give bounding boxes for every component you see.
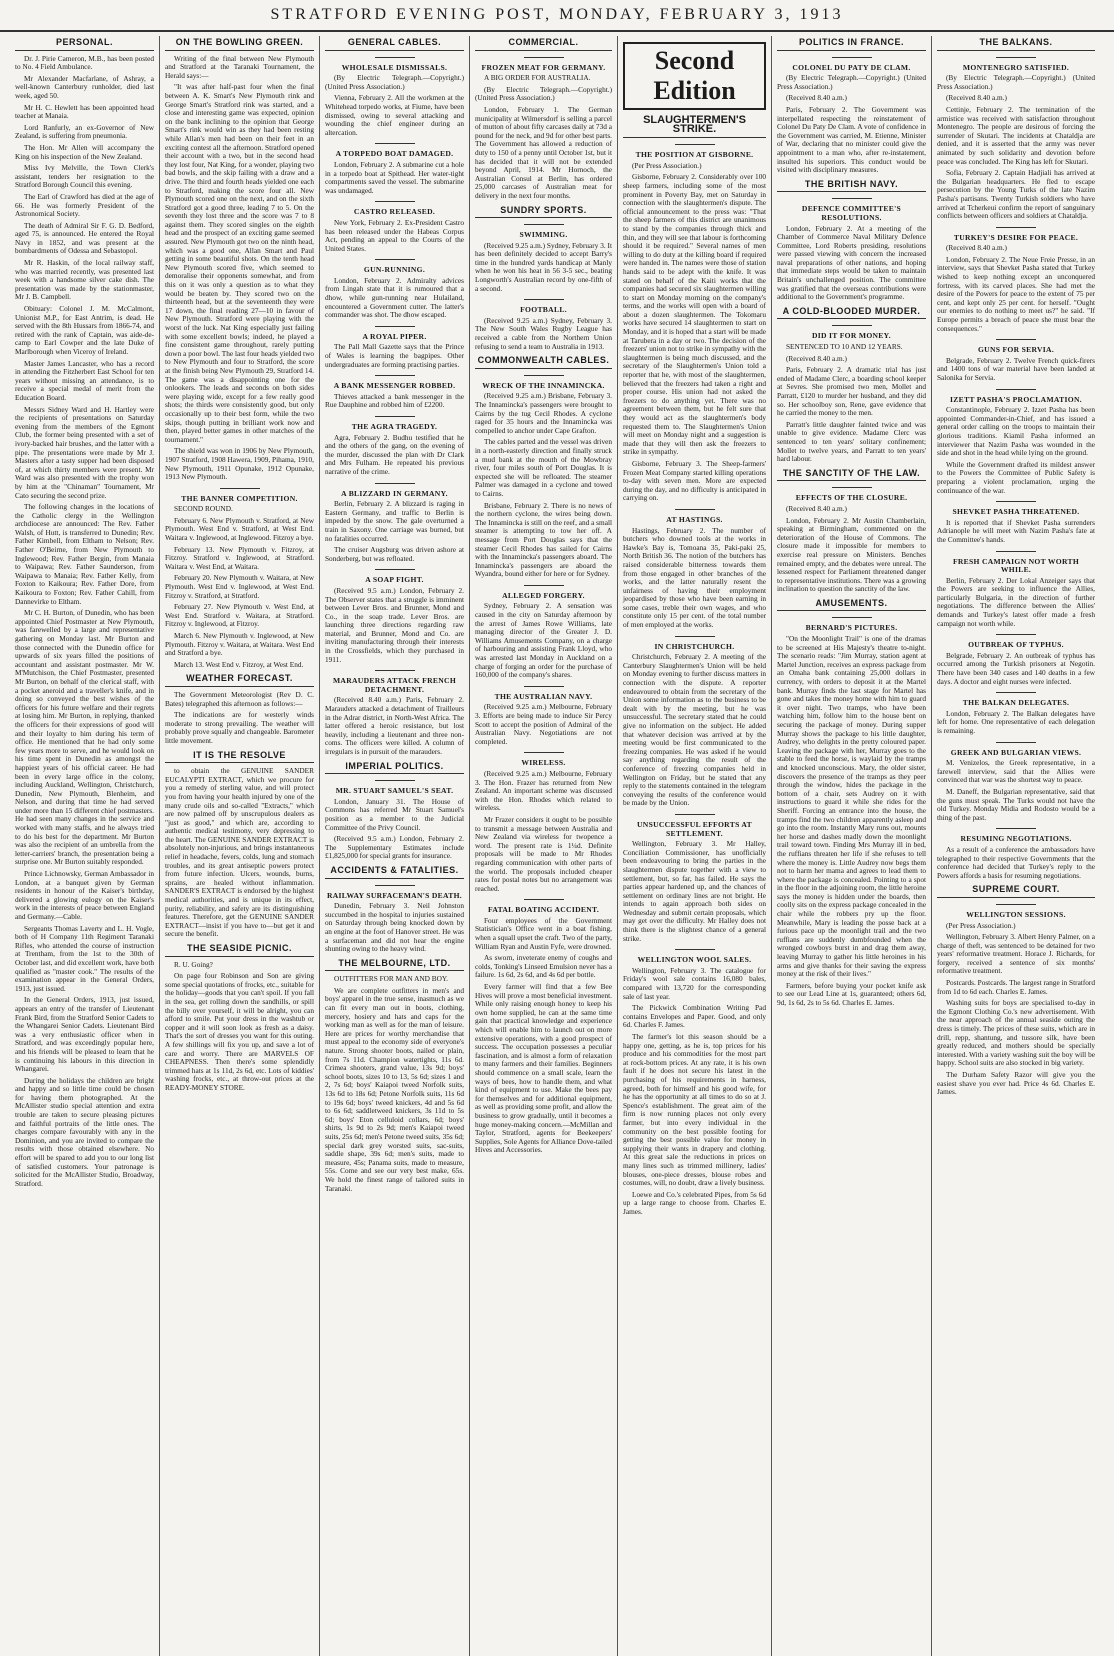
article-paragraph: (Received 8.40 a.m.) [946, 243, 1007, 253]
article-paragraph: Washing suits for boys are specialised to-day in the Egmont Clothing Co.'s new advertisement. With the near approach of the annual seaside outing the dress is timely. The prices of these suits, which are in drill, repp, shantung, and tussore silk, have been greatly reduced, and mothers should be specially interested. With a variety washing suit the boy will be happy. School suits are also stocked in big variety. [937, 998, 1095, 1068]
divider [375, 780, 415, 781]
article-headline: A SOAP FIGHT. [365, 575, 424, 585]
divider [220, 488, 260, 489]
article-paragraph: London, January 31. The House of Commons has referred Mr Stuart Samuel's position as a member to the Judicial Committee of the Privy Council. [325, 796, 464, 832]
article-paragraph: (Received 8.40 a.m.) [786, 503, 847, 513]
divider [375, 375, 415, 376]
article-headline: GUNS FOR SERVIA. [977, 345, 1055, 355]
divider [675, 949, 715, 950]
article-headline: MR. STUART SAMUEL'S SEAT. [335, 786, 454, 796]
article-paragraph: (By Electric Telegraph.—Copyright.) (United Press Association.) [325, 73, 464, 91]
article-paragraph: Sofia, February 2. Captain Hadjiali has arrived at the Bulgarian headquarters. He fled to escape persecution by the Young Turks of the late Nazim Pasha's partisans. Twenty Turkish soldiers who have arrived at Tcherkeui confirm the report of sanguinary conflicts between officers and soldiers at Chataldja. [937, 168, 1095, 221]
article-paragraph: London, February 2. Admiralty advices from Lingah state that it is rumoured that a dhow, while gun-running near Hulailand, encountered a Government cutter. The latter's commander was shot. The dhow escaped. [325, 275, 464, 320]
article-paragraph: London, February 2. Mr Austin Chamberlain, speaking at Birmingham, commented on the deterioration of the House of Commons. The closure made it impossible for members to exercise real pressure on Ministers. Benches remained empty, and the debates were unreal. The lessened respect for Parliament threatened danger to representative institutions. There was a growing inclination to question the sanctity of the law. [777, 515, 926, 594]
article-paragraph: R. U. Going? [174, 959, 213, 969]
article-headline: WIRELESS. [521, 758, 566, 768]
article-paragraph: Mr C. H. Burton, of Dunedin, who has been appointed Chief Postmaster at New Plymouth, was farewelled by a large and representative gathering on Monday last. Mr Burton and those connected with the Dunedin office for upwards of six years filled the positions of accountant and assistant postmaster. Mr W. M'Mutchison, the Chief Postmaster, presented Mr Burton, on behalf of the clerical staff, with a pocket aneroid and a traveller's knife, and in doing so conveyed the best wishes of the officers for his future welfare and their regrets at losing him. Mr Burton, in replying, thanked the officers for their expressions of good will and their loyalty to him during his term of office. He mentioned that he had only some few years more to serve, and he would look on his time spent in Dunedin as amongst the happiest years of his official career. He had been in every large office in the colony, including Auckland, Wellington, Christchurch, Dunedin, New Plymouth, Blenheim, and Nelson, and during that time he had served under more than 15 different chief postmasters. He had seen many changes in the service and worked with many staffs, and he always tried to do his best for the department. Mr Burton was also the recipient of an umbrella from the letter-carriers' branch, the presentation being a surprise one. Mr Burton suitably responded. [15, 608, 154, 867]
article-paragraph: (By Electric Telegraph.—Copyright.) (United Press Association.) [777, 73, 926, 91]
article-headline: WHOLESALE DISMISSALS. [341, 62, 448, 72]
article-paragraph: Parratt's little daughter fainted twice and was unable to give evidence. Madame Clerc was sentenced to ten years' solitary confinement; Mollet to twelve years, and Parratt to ten years' hard labour. [777, 419, 926, 464]
article-paragraph: Gisborne, February 2. Considerably over 100 sheep farmers, including some of the most prominent in Poverty Bay, met on Saturday in connection with the slaughtermen's dispute. The official announcement to the press was: "That the sheep farmers of this district are unanimous to stand by the companies through thick and thin, and they will see that labour is forthcoming should it be required." Several names of men willing to do duty at the killing board if required were handed in. The names were those of station hands said to be adept with the knife. It was stated on behalf of the Kaiti works that the companies had secured six slaughtermen willing to start on Monday morning on the company's terms, and the works will open with a board of about a dozen slaughtermen. The Tokomaru works have secured 14 slaughtermen to start on Monday, and it is hoped that a start will be made at Tarubera in a day or two. The decision of the freezers' union not to strike in sympathy with the slaughtermen is being much discussed, and the secretary of the Slaughtermen's Union told a reporter that he, with most of the slaughtermen, believed that the freezers had taken a right and proper course. His union had not asked the freezers to do anything yet. There was no agreement between them, but he felt sure that they would act as the slaughtermen's body requested them to. The Slaughtermen's Union will meet on Monday night and a suggestion is made that they will then ask the freezers to strike in sympathy. [623, 172, 766, 457]
article-paragraph: Hastings, February 2. The number of butchers who downed tools at the works in Hawke's Bay is, Tomoana 35, Paki-paki 25, North British 36. The notion of the butchers has raised considerable bitterness towards them from those engaged in other branches of the works, and the latter naturally resent the unfairness of having their employment jeopardised by those who have been earning in some cases, treble their own wages, and who constitute only 15 per cent. of the total number of men employed at the works. [623, 525, 766, 630]
divider [524, 57, 564, 58]
article-paragraph: Gisborne, February 3. The Sheep-farmers' Frozen Meat Company started killing operations to-day with seven men. More are expected during the day, and no difficulty is anticipated in carrying on. [623, 458, 766, 503]
article-paragraph: The cruiser Augsburg was driven ashore at Sonderberg, but was refloated. [325, 545, 464, 563]
divider [375, 143, 415, 144]
article-headline: BERNARD'S PICTURES. [805, 623, 898, 633]
article-paragraph: As sworn, inveterate enemy of coughs and colds, Tonking's Linseed Emulsion never has a failure. 1s 6d, 2s 6d, and 4s 6d per bottle. [475, 953, 612, 980]
article-paragraph: The farmer's lot this season should be a happy one, getting, as he is, top prices for his produce and his commodities for the most part at rock-bottom prices. At any rate, it is his own fault if he does not secure his latest in the purchasing of his requirements in harness, agreed, both for himself and his good wife, for he has the opportunity at all times to do so at J. Spence's establishment. The great aim of the firm is now running places not only every farmer, but into every individual in the community on the best possible footing for getting the best possible value for money in supplying their wants in drapery and clothing. At this great sale the reductions in prices on many lines such as trimmed millinery, ladies' blouses, one-piece dresses, blouse robes and costumes, will, no doubt, draw a lively business. [623, 1032, 766, 1188]
article-headline: TURKEY'S DESIRE FOR PEACE. [953, 232, 1079, 242]
article-paragraph: The Government Meteorologist (Rev D. C. Bates) telegraphed this afternoon as follows:— [165, 689, 314, 708]
article-paragraph: Dr. J. Pirie Cameron, M.B., has been posted to No. 4 Field Ambulance. [15, 53, 154, 72]
article-paragraph: February 27. New Plymouth v. West End, at West End. Stratford v. Waitara, at Stratford. Fitzroy v. Inglewood, at Fitzroy. [165, 602, 314, 629]
edition-banner: Second Edition [623, 42, 766, 110]
article-headline: FATAL BOATING ACCIDENT. [487, 905, 600, 915]
section-heading: THE SEASIDE PICNIC. [165, 942, 314, 957]
article-paragraph: (Received 8.40 a.m.) [946, 93, 1007, 103]
article-paragraph: London, February 1. The German municipality at Wilmersdorf is selling a parcel of mutton of about fifty carcases daily at 73d a pound for the neck, and 9d for other best parts. The Government has allowed a reduction of duty to 150 of a penny until October 1st, but it has decided that it will not be extended beyond April, 1914. Mr Hornoch, the Australian Consul at Berlin, has ordered 25,000 carcases of Australian meat for delivery in the next four months. [475, 104, 612, 200]
deck-heading: SLAUGHTERMEN'S STRIKE. [623, 114, 766, 138]
article-paragraph: On page four Robinson and Son are giving some special quotations of frocks, etc., suitable for the holiday—goods that you can't spoil. If you fall in the sea, get rolling down the sandhills, or spill the billy over yourself, it will be alright, you can afford to smile. Put your dress in the washtub or copper and it will soon look as fresh as a daisy. That's the sort of dresses you want for this outing. A few shillings will fix you up, and save a lot of care and worry. There are MARVELS OF CHEAPNESS. Then there's some splendidly trimmed hats at 1s 11d, 2s 6d, etc. Lots of kiddies' washing frocks, etc., at throw-out prices at the READY-MONEY STORE. [165, 971, 314, 1092]
article-headline: RESUMING NEGOTIATIONS. [960, 834, 1072, 844]
section-heading: THE BRITISH NAVY. [777, 178, 926, 193]
article-paragraph: Mr R. Haskin, of the local railway staff, who was married recently, was presented last week with a handsome silver cake dish. The presentation was made by the stationmaster, Mr J. B. Campbell. [15, 258, 154, 302]
article-headline: DEFENCE COMMITTEE'S RESOLUTIONS. [801, 204, 902, 222]
divider [996, 389, 1036, 390]
article-paragraph: Belgrade, February 2. An outbreak of typhus has occurred among the Turkish prisoners at Negotin. There have been 340 cases and 140 deaths in a few days. A doctor and eight nurses were infected. [937, 650, 1095, 686]
article-paragraph: March 6. New Plymouth v. Inglewood, at New Plymouth. Fitzroy v. Waitara, at Waitara. West End and Stratford a bye. [165, 631, 314, 658]
article-paragraph: Thieves attacked a bank messenger in the Rue Dauphine and robbed him of £2200. [325, 391, 464, 410]
article-paragraph: (Per Press Association.) [946, 920, 1016, 930]
article-paragraph: February 6. New Plymouth v. Stratford, at New Plymouth. West End v. Stratford, at West End. Waitara v. Inglewood, at Inglewood. Fitzroy a bye. [165, 515, 314, 543]
divider [996, 57, 1036, 58]
article-paragraph: Messrs Sidney Ward and H. Hartley were the recipients of presentations on Saturday evening from the members of the Egmont Club, the former being presented with a set of ivory-backed hair brushes, and the latter with a pipe. The presentations were made by Mr J. Masters after a tasty supper had been disposed of, at which thirty members were present. Mr Ward was also presented with the trophy won by him at the "Chinaman" Tournament, Mr Cato securing the second prize. [15, 404, 154, 500]
divider [832, 617, 872, 618]
article-headline: CASTRO RELEASED. [353, 207, 436, 217]
article-paragraph: Christchurch, February 2. A meeting of the Canterbury Slaughtermen's Union will be held on Monday evening to further discuss matters in connection with the dispute. A reporter endeavoured to obtain from the secretary of the Union some information as to the business to be dealt with by the meeting, but he was unsuccessful. The secretary stated that he could give no information on the subject. He added that whatever decision was arrived at by the meeting would be first communicated to the freezing companies. He was asked if he would say anything regarding the result of the conference of freezing companies held in Wellington on Friday, but he stated that any reply to the statements contained in the telegram conveying the results of the conference would be made by the Union. [623, 652, 766, 808]
article-paragraph: The cables parted and the vessel was driven in a north-easterly direction and finally struck a mud bank at the mouth of the Mowbray river, four miles south of Port Douglas. It is expected she will be refloated. The steamer Palmer was damaged in a cyclone and towed to Cairns. [475, 437, 612, 498]
divider [375, 569, 415, 570]
article-paragraph: While the Government drafted its mildest answer to the Powers the Committee of Public Safety is preparing a violent proclamation, urging the continuance of the war. [937, 459, 1095, 495]
article-headline: EFFECTS OF THE CLOSURE. [795, 493, 908, 503]
article-paragraph: The Hon. Mr Allen will accompany the King on his inspection of the New Zealand. [15, 142, 154, 161]
article-headline: DID IT FOR MONEY. [812, 331, 891, 341]
section-heading: GENERAL CABLES. [325, 36, 464, 51]
article-paragraph: February 13. New Plymouth v. Fitzroy, at Fitzroy. Stratford v. Inglewood, at Stratford. Waitara v. West End, at Waitara. [165, 544, 314, 571]
article-paragraph: Wellington, February 3. Mr Halley, Conciliation Commissioner, has unofficially been endeavouring to bring the parties in the slaughtermen dispute together with a view to settlement, but, so far, has failed. He says the parties appear hardened up, and the chances of settlement on ordinary lines are not bright. He intends to again approach both sides on Wednesday and submit certain proposals, which may get over the difficulty. Mr Halley does not think there is the slightest chance of a general strike. [623, 839, 766, 943]
article-headline: OUTBREAK OF TYPHUS. [968, 640, 1064, 650]
article-paragraph: (Received 9.25 a.m.) Brisbane, February 3. The Innamincka's passengers were brought to Cairns by the tug Cecil Rhodes. A cyclone raged for 35 hours and the Innamincka was compelled to anchor under Cape Grafton. [475, 391, 612, 435]
article-paragraph: Brisbane, February 2. There is no news of the northern cyclone, the wires being down. The Innamincka is still on the reef, and a small steamer is attempting to tow her off. A message from Port Douglas says that the steamer Cecil Rhodes has sailed for Cairns with the Innamincka's passengers aboard. The Innamincka's passengers are aboard the Wyandra, bound either for here or for Sydney. [475, 500, 612, 579]
divider [375, 483, 415, 484]
article-paragraph: New York, February 2. Ex-President Castro has been released under the Habeas Corpus Act, pending an appeal to the Courts of the United States. [325, 217, 464, 253]
article-paragraph: (Received 8.40 a.m.) Paris, February 2. Marauders attacked a detachment of Trailleurs in the Adrar district, in North-West Africa. The latter offered a heroic resistance, but lost heavily, including a lieutenant and three non-coms. The officers were killed. A column of irregulars is in pursuit of the marauders. [325, 695, 464, 756]
divider [375, 57, 415, 58]
article-paragraph: March 13. West End v. Fitzroy, at West End. [174, 659, 304, 669]
section-heading: PERSONAL. [15, 36, 154, 51]
article-paragraph: Master James Lancaster, who has a record in attending the Fitzherbert East School for ten years without missing an attendance, is to receive a special medal of merit from the Education Board. [15, 358, 154, 402]
article-paragraph: M. Venizelos, the Greek representative, in a farewell interview, said that the Allies were convinced that war was the shortest way to peace. [937, 758, 1095, 785]
article-paragraph: Obituary: Colonel J. M. McCalmont, Unionist M.P., for East Antrim, is dead. He served with the 8th Hussars from 1866-74, and retired with the rank of Captain, was aide-de-camp to Earl Cowper and the late Duke of Marlborough when Viceroy of Ireland. [15, 304, 154, 356]
article-paragraph: Lord Ranfurly, an ex-Governor of New Zealand, is suffering from pneumonia. [15, 122, 154, 141]
article-paragraph: Writing of the final between New Plymouth and Stratford at the Taranaki Tournament, the Herald says:— [165, 53, 314, 80]
article-paragraph: (Received 8.40 a.m.) [786, 93, 847, 103]
article-paragraph: Postcards. Postcards. The largest range in Stratford from 1d to 6d each. Charles E. James. [937, 978, 1095, 996]
divider [996, 227, 1036, 228]
article-paragraph: Agra, February 2. Budhu testified that he and the others of the gang, on the evening of the murder, discussed the plan with Dr Clark and Mrs Fulham. He repeated his previous narrative of the crime. [325, 432, 464, 476]
masthead-text: STRATFORD EVENING POST, MONDAY, FEBRUARY 3, 1913 [270, 6, 844, 23]
article-headline: A ROYAL PIPER. [362, 331, 427, 341]
article-paragraph: The Pickwick Combination Writing Pad contains Envelopes and Paper. Good, and only 6d. Charles F. James. [623, 1003, 766, 1030]
divider [832, 57, 872, 58]
divider [996, 742, 1036, 743]
article-paragraph: Berlin, February 2. A blizzard is raging in Eastern Germany, and traffic to Berlin is impeded by the snow. The gale overturned a train in Saxony. One carriage was burned, but no fatalities occurred. [325, 499, 464, 543]
divider [524, 686, 564, 687]
article-paragraph: to obtain the GENUINE SANDER EUCALYPTI EXTRACT, which we procure for you a remedy of sterling value, and will protect you from having your health injured by one of the many crude oils and so-called "Extracts," which are now palmed off by unscrupulous dealers as "just as good," and which are, according to authentic medical testimony, very depressing to the heart. The GENUINE SANDER EXTRACT is absolutely non-injurious, and brings instantaneous relief in headache, fevers, colds, lung and stomach troubles, and its great antiseptic powers protect from future infection. Ulcers, wounds, burns, sprains, are healed without inflammation. SANDER'S EXTRACT is endorsed by the highest medical authorities, and is unique in its effect, purity, reliability, and safety are its distinguishing features. Therefore, get the GENUINE SANDER EXTRACT—insist if you have to—but get it and secure the benefit. [165, 766, 314, 939]
article-headline: COLONEL DU PATY DE CLAM. [792, 62, 911, 72]
article-paragraph: Berlin, February 2. Der Lokal Anzeiger says that the Powers are seeking to influence the Allies, particularly Bulgaria, in the direction of further negotiations. The difference between the Allies' demands and Turkey's latest offer made a fresh campaign not worth while. [937, 575, 1095, 628]
article-headline: ALLEGED FORGERY. [502, 590, 585, 600]
article-paragraph: Mr Alexander Macfarlane, of Ashray, a well-known Canterbury runholder, died last week, aged 50. [15, 73, 154, 100]
article-paragraph: London, February 2. At a meeting of the Chamber of Commerce Naval Military Defence Committee, Lord Roberts presiding, resolutions were passed viewing with concern the increased naval preparations of other nations, and hoping that immediate steps would be taken to maintain Britain's unchallenged position. The committee was gratified that the overseas contributions were additional to the Government's programme. [777, 223, 926, 302]
section-heading: POLITICS IN FRANCE. [777, 36, 926, 51]
divider [375, 326, 415, 327]
divider [996, 501, 1036, 502]
article-paragraph: As a result of a conference the ambassadors have telegraphed to their respective Governments that the conference had decided that Turkey's reply to the Powers affords a basis for resuming negotiations. [937, 844, 1095, 880]
column-personal [10, 36, 160, 1656]
article-paragraph: Farmers, before buying your pocket knife ask to see our Lead Line at 1s, guaranteed; others 6d, 9d, 1s 6d, 2s to 5s 6d. Charles E. James. [777, 980, 926, 1007]
article-paragraph: Prince Lichnowsky, German Ambassador in London, at a banquet given by German residents in honour of the Kaiser's birthday, delivered a glowing eulogy on the Kaiser's work in the interests of peace between England and Germany.—Cable. [15, 869, 154, 921]
article-paragraph: SENTENCED TO 10 AND 12 YEARS. [786, 342, 903, 352]
article-headline: MONTENEGRO SATISFIED. [962, 62, 1070, 72]
divider [524, 899, 564, 900]
column-general-cables [320, 36, 470, 1656]
column-commercial [470, 36, 618, 1656]
article-headline: THE POSITION AT GISBORNE. [635, 150, 754, 160]
article-paragraph: Cettinje, February 2. The termination of the armistice was received with satisfaction throughout Montenegro. The people are desirous of forcing the surrender of Skutari. The incidents at Chataldja are denied, and it is asserted that the army was never animated by such solidarity and devotion before peace was concluded. The King has left for Skutari. [937, 104, 1095, 166]
article-paragraph: London, February 2. The Balkan delegates have left for home. One representative of each delegation is remaining. [937, 708, 1095, 735]
article-paragraph: Paris, February 2. A dramatic trial has just ended of Madame Clerc, a boarding school keeper at Sevres. She promised two men, Mollet and Parratt, £120 to murder her husband, and they did so. Her schoolboy son, Rene, gave evidence that he carried the money to the men. [777, 365, 926, 418]
article-headline: THE AGRA TRAGEDY. [351, 422, 438, 431]
column-second-edition [618, 36, 772, 1656]
article-paragraph: Four employees of the Government Statistician's Office went in a boat fishing, when a squall upset the craft. Two of the party, William Ryan and Austin Fyfe, were drowned. [475, 915, 612, 951]
article-headline: SHEVKET PASHA THREATENED. [952, 507, 1080, 517]
article-paragraph: "It was after half-past four when the final between A. K. Smart's New Plymouth rink and George Smart's Stratford rink was started, and a close and interesting game was expected, opinion on the bank inclining to the opinion that George Smart's rink would win as they had been resting while Allan's men had been on their feet in an exciting contest all the afternoon. Stratford opened their account with a two, but in the second head they lost four, Nat King, for a wonder, playing two bad bowls, and the skip failing with a draw and a drive. The third and fourth heads yielded one each to Stratford, making the score four all. New Plymouth scored one on the next, and on the sixth Stratford got a good three, leading 7 to 5. On the seventh they lost three and the score was 7 to 8 against them. They scored singles on the eighth head and the prospect of an exciting game seemed assured. New Plymouth got two on the ninth head, which was a good one, Allan Smart and Paul getting in some beautiful shots. On the tenth head New Plymouth scored five, which seemed to demoralise their opponents somewhat, and from this on it was only a question as to what they would be beaten by. They scored two on the thirteenth head, but at the seventeenth they were 17 down, the final reading 27—10 in favour of New Plymouth. Stratford were playing with the worst of the luck. Nat King especially just failing with some excellent bowls; indeed, he played a fine consistent game throughout, rarely putting down a poor bowl. The last four heads yielded two to New Plymouth and four to Stratford, the score at the finish being New Plymouth 29, Stratford 14. The game was a disappointing one for the onlookers. The leads and seconds on both sides were playing wide, except for a few really good shots; the thirds were consistently good, but only occasionally up to their best form, while the two skips, though putting in brilliant work now and then, played better games in other matches of the tournament." [165, 82, 314, 444]
divider [375, 885, 415, 886]
article-paragraph: (Received 9.25 a.m.) Sydney, February 3. The New South Wales Rugby League has received a cable from the Northern Union refusing to send a team to Australia in 1913. [475, 315, 612, 351]
section-heading: A COLD-BLOODED MURDER. [777, 305, 926, 320]
column-politics-france [772, 36, 932, 1656]
article-paragraph: London, February 2. The Neue Freie Presse, in an interview, says that Shevket Pasha stated that Turkey wished to keep nothing except an unconquered fortress, with its carved places. She had met the desire of the Powers for peace to the extent of 75 per cent, and kept only 25 per cent. for herself. "Ought our enemies to do nothing to meet us?" he said. "If Europe permits a breach of peace she must bear the consequences." [937, 254, 1095, 333]
article-paragraph: Wellington, February 3. Albert Henry Palmer, on a charge of theft, was sentenced to be detained for two years' reformative treatment. Horace J. Richards, for forgery, received a sentence of six months' reformative treatment. [937, 932, 1095, 976]
article-paragraph: A BIG ORDER FOR AUSTRALIA. [484, 73, 591, 83]
article-paragraph: Wellington, February 3. The catalogue for Friday's wool sale contains 16,080 bales, compared with 13,720 for the corresponding sale of last year. [623, 965, 766, 1001]
column-balkans [932, 36, 1100, 1656]
newspaper-columns [10, 36, 1110, 1656]
article-paragraph: (Received 8.40 a.m.) [786, 353, 847, 363]
divider [996, 828, 1036, 829]
divider [832, 325, 872, 326]
section-heading: IT IS THE RESOLVE [165, 749, 314, 764]
article-headline: GUN-RUNNING. [363, 265, 426, 275]
article-paragraph: (Received 9.5 a.m.) London, February 2. The Supplementary Estimates include £1,825,000 for special grants for insurance. [325, 834, 464, 861]
divider [996, 692, 1036, 693]
column-bowling [160, 36, 320, 1656]
divider [832, 487, 872, 488]
divider [375, 259, 415, 260]
article-paragraph: (By Electric Telegraph.—Copyright.) (United Press Association.) [475, 84, 612, 103]
divider [375, 416, 415, 417]
article-headline: MARAUDERS ATTACK FRENCH DETACHMENT. [332, 676, 457, 694]
article-paragraph: The death of Admiral Sir F. G. D. Bedford, aged 75, is announced. He entered the Royal Navy in 1852, and was present at the bombardments of Odessa and Sebastopol. [15, 220, 154, 256]
article-paragraph: The indications are for westerly winds moderate to strong prevailing. The weather will probably prove squally and changeable. Barometer little movement. [165, 710, 314, 745]
article-headline: RAILWAY SURFACEMAN'S DEATH. [326, 890, 463, 900]
article-paragraph: We are complete outfitters in men's and boys' apparel in the true sense, inasmuch as we can fit every man out in boots, clothing, mercery, hosiery and hats and caps for the working man as well as for the man of leisure. Here are prices for worthy merchandise that must appeal to the economy side of everyone's nature. Strong shooter boots, nailed or plain, from 7s 11d. Champion watertights, 11s 6d. Crimea shooters, grand value, 13s 9d; boys' school boots, sizes 10 to 13, 5s 6d; sizes 1 and 2, 7s 6d; boys' Kaiapoi tweed Norfolk suits, 13s 6d to 18s 6d; Petone Norfolk suits, 11s 6d to 19s 6d; boys' tweed knickers, 4d and 5s 6d to 6s 6d; saddletweed knickers, 3s 11d to 5s 6d; boys' Eton celluloid collars, 6d; boys' shirts, 1s 9d to 2s 9d; men's Kaiapoi tweed suits, 25s 6d; men's Petone tweed suits, 35s 6d; special dark grey worsted suits, sac-suits, saddle shape, 39s 6d; men's suits, made to measure, 45s; Panama suits, made to measure, 55s. Come and see our very best make, 65s. We hold the finest range of tailored suits in Taranaki. [325, 985, 464, 1193]
article-paragraph: Every farmer will find that a few Bee Hives will prove a most beneficial investment. While only raising enough honey to keep his own home supplied, he can at the same time gain that practical knowledge and experience which will enable him to launch out on more extensive operations, with a good prospect of success. The occupation possesses a peculiar fascination, and is almost a form of relaxation to many farmers and their families. Beginners should commence on a small scale, learn the ways of bees, how to handle them, and what kind of equipment to use. Make the bees pay for themselves and for additional equipment, as well as providing some profit, and allow the business to grow gradually, until it becomes a huge money-making concern.—McMillan and Taylor, Stratford, agents for Beekeepers' Supplies, Sole Agents for Alliance Dove-tailed Hives and Accessories. [475, 982, 612, 1155]
article-headline: IZETT PASHA'S PROCLAMATION. [950, 394, 1082, 404]
article-headline: THE AUSTRALIAN NAVY. [494, 691, 593, 701]
section-heading: ACCIDENTS & FATALITIES. [325, 864, 464, 879]
article-paragraph: In the General Orders, 1913, just issued, appears an entry of the transfer of Lieutenant Frank Bird, from the Stratford Senior Cadets to the Whangarei Senior Cadets. Lieutenant Bird was a very enthusiastic officer when in Stratford, and was exceedingly popular here, and his friends will be pleased to learn that he is continuing his labours in this direction in Whangarei. [15, 995, 154, 1074]
article-paragraph: Miss Ivy Melville, the Town Clerk's assistant, tenders her resignation to the Stratford Borough Council this evening. [15, 163, 154, 190]
article-paragraph: The Pall Mall Gazette says that the Prince of Wales is learning the bagpipes. Other undergraduates are forming practising parties. [325, 342, 464, 369]
article-headline: A TORPEDO BOAT DAMAGED. [335, 149, 454, 159]
divider [524, 585, 564, 586]
article-paragraph: "On the Moonlight Trail" is one of the dramas to be screened at His Majesty's theatre to-night. The scenario reads: "Jim Murray, station agent at Martel Junction, receives an express package from an Omaha bank containing 25,000 dollars in currency, with orders to deposit it at the Martel bank. Murray finds the last stage for Martel has gone and takes the money home with him to guard it over night. Two tramps, who have been watching him, follow him to the house bent on securing the package of money. During supper Murray shows the package to his little daughter, Audrey, who delights in the pretty coloured paper. Leaving the package with her, Murray goes to the stable to feed the horse, is waylaid by the tramps and knocked unconscious. Mary, the older sister, discovers the presence of the tramps as they peer through the window, hides the package in the bottom of a chair, sets Audrey on it with instructions to guard it while she rides for the Sheriff. Forcing an entrance into the house, the tramps find the two children apparently asleep and go into the room. Instantly Mary runs out, mounts her horse and dashes madly down the moonlight trail toward town. Finding Mrs Murray ill in bed, the ruffians threaten her life if she refuses to tell where the money is. Little Audrey now begs them not to harm her mama and agrees to lead them to where the package is concealed. Pointing to a spot in the floor in the adjoining room, the little heroine says the money is hidden under the boards, then coolly sits on the express package concealed in the chair while the robbers pry up the floor. Meanwhile, Mary is leading the posse back at a furious pace up the moonlight trail and the two ruffians are suddenly dumbfounded when the wronged cowboys burst in and drag them away, leaving Murray to gather his little heroines in his arms and give thanks for their saving the express money at the risk of their lives." [777, 634, 926, 979]
article-headline: A BLIZZARD IN GERMANY. [341, 488, 448, 498]
article-headline: WELLINGTON WOOL SALES. [637, 955, 752, 965]
section-heading: AMUSEMENTS. [777, 597, 926, 612]
article-paragraph: Constantinople, February 2. Izzet Pasha has been appointed Commander-in-Chief, and has issued a general order calling on the troops to maintain their glorious traditions. Kiamil Pasha informed an interviewer that Nazim Pasha was wounded in the side and shot in the head while lying on the ground. [937, 405, 1095, 458]
divider [375, 670, 415, 671]
article-headline: UNSUCCESSFUL EFFORTS AT SETTLEMENT. [637, 819, 752, 838]
divider [675, 814, 715, 815]
section-heading: SUPREME COURT. [937, 883, 1095, 898]
article-headline: IN CHRISTCHURCH. [654, 641, 735, 651]
divider [996, 904, 1036, 905]
article-paragraph: Paris, February 2. The Government was interpellated respecting the reinstatement of Colonel Du Paty De Clam. A vote of confidence in the Government was carried, M. Etienne, Minister of War, declaring that no minister could give the appointment to a man who, after re-instatement, insulted his superiors. This conduct would be visited with disciplinary measures. [777, 104, 926, 175]
divider [375, 201, 415, 202]
divider [524, 299, 564, 300]
article-paragraph: February 20. New Plymouth v. Waitara, at New Plymouth. West End v. Inglewood, at West End. Fitzroy v. Stratford, at Stratford. [165, 573, 314, 600]
article-headline: SWIMMING. [519, 230, 568, 240]
article-paragraph: (Received 9.25 a.m.) Melbourne, February 3. Efforts are being made to induce Sir Percy Scott to accept the position of Admiral of the Australian Navy. Negotiations are not completed. [475, 702, 612, 746]
article-paragraph: (Received 9.5 a.m.) London, February 2. The Observer states that a struggle is imminent between Lever Bros. and Brunner, Mond and Co., in the soap trade. Lever Bros. are launching three directions regarding raw material, and Brunner, Mond and Co. are inviting manufacturing through their interests in the Crossfields, which they purchased in 1911. [325, 585, 464, 664]
article-paragraph: Loewe and Co.'s celebrated Pipes, from 5s 6d up a large range to choose from. Charles E. James. [623, 1189, 766, 1216]
section-heading: THE MELBOURNE, LTD. [325, 957, 464, 972]
article-headline: WRECK OF THE INNAMINCKA. [482, 380, 605, 390]
divider [832, 198, 872, 199]
article-paragraph: The Durham Safety Razor will give you the easiest shave you ever had. Price 4s 6d. Charles E. James. [937, 1070, 1095, 1097]
divider [524, 752, 564, 753]
article-paragraph: Vienna, February 2. All the workmen at the Whitehead torpedo works, at Fiume, have been dismissed, owing to several attacking and wounding the chief engineer during an altercation. [325, 93, 464, 137]
article-paragraph: (Received 9.25 a.m.) Melbourne, February 3. The Hon. Frazer has returned from New Zealand. An important scheme was discussed with the Hon. Rhodes which related to wireless. [475, 768, 612, 813]
article-paragraph: The following changes in the locations of the Catholic clergy in the Wellington archdiocese are announced: The Rev. Father Walsh, of Hutt, is transferred to Dunedin; Rev. Father Kimbell, from Eltham to Nelson; Rev. Father O'Beirne, from New Plymouth to Inglewood; Rev. Father Bergin, from Manaia to Waipawa; Rev. Father Saunderson, from Waipawa to Manaia; Rev. Father Kelly, from Foxton to Kaikoura; Rev. Father Dore, from Kaikoura to Foxton; Rev. Father Cahill, from Dannevirke to Eltham. [15, 502, 154, 606]
section-heading: COMMONWEALTH CABLES. [475, 354, 612, 369]
article-paragraph: Dunedin, February 3. Neil Johnston succumbed in the hospital to injuries sustained on Saturday through being knocked down by an engine at the foot of Hanover street. He was a surfaceman and did not hear the engine shunting owing to the heavy wind. [325, 901, 464, 954]
article-paragraph: London, February 2. A submarine cut a hole in a torpedo boat at Spithead. Her water-tight compartments saved the vessel. The submarine was undamaged. [325, 159, 464, 195]
section-heading: IMPERIAL POLITICS. [325, 760, 464, 775]
section-heading: WEATHER FORECAST. [165, 672, 314, 687]
divider [996, 634, 1036, 635]
article-paragraph: The shield was won in 1906 by New Plymouth, 1907 Stratford, 1908 Hawera, 1909, Pihama, 1910, New Plymouth, 1911 Opunake, 1912 Opunake, 1913 New Plymouth. [165, 446, 314, 482]
section-heading: SUNDRY SPORTS. [475, 204, 612, 219]
article-paragraph: Sergeants Thomas Laverty and L. H. Vogle, both of H Company 11th Regiment Taranaki Rifles, who attended the course of instruction at Trentham, from the 1st to the 30th of October last, and did excellent work, have both qualified as "master cook." The results of the examination appear in the General Orders, 1913, just issued. [15, 923, 154, 993]
divider [675, 144, 715, 145]
article-headline: FRESH CAMPAIGN NOT WORTH WHILE. [952, 556, 1080, 575]
article-headline: THE BANNER COMPETITION. [181, 493, 298, 503]
article-paragraph: The Earl of Crawford has died at the age of 66. He was formerly President of the Astronomical Society. [15, 191, 154, 219]
section-heading: ON THE BOWLING GREEN. [165, 36, 314, 51]
article-paragraph: During the holidays the children are bright and happy and so little time could be chosen for having them photographed. At the McAllister studio special attention and extra trouble are taken to secure pleasing pictures and faithful portraits of the little ones. The charges compare favourably with any in the Dominion, and you are invited to compare the results with those obtained elsewhere. No effort will be spared to add you to our long list of satisfied customers. Your patronage is solicited for the McAllister Studio, Broadway, Stratford. [15, 1075, 154, 1188]
article-paragraph: It is reported that if Shevket Pasha surrenders Adrianople he will meet with Nazim Pasha's fate at the Committee's hands. [937, 517, 1095, 544]
article-headline: AT HASTINGS. [666, 514, 723, 524]
divider [675, 509, 715, 510]
article-paragraph: Sydney, February 2. A sensation was caused in the city on Saturday afternoon by the arrest of James Rowe Williams, late managing director of the Greater J. D. Williams Amusements Company, on a charge of harbouring and assisting Frank Lloyd, who was arrested last Monday in Auckland on a charge of forging an order for the purchase of 160,000 of the company's shares. [475, 601, 612, 680]
article-paragraph: OUTFITTERS FOR MAN AND BOY. [334, 974, 448, 984]
article-paragraph: Mr Frazer considers it ought to be possible to transmit a message between Australia and New Zealand via wireless for twopence a word. The present rate is 1¼d. Definite proposals will be made to Mr Rhodes regarding communication with other parts of the world. The proposals included cheaper rates for postal notes but no arrangement was reached. [475, 814, 612, 893]
section-heading: THE SANCTITY OF THE LAW. [777, 467, 926, 482]
article-paragraph: (Per Press Association.) [632, 160, 702, 170]
masthead [0, 0, 1114, 32]
section-heading: COMMERCIAL. [475, 36, 612, 51]
article-paragraph: Belgrade, February 2. Twelve French quick-firers and 1400 tons of war material have been landed at Salonika for Servia. [937, 355, 1095, 382]
divider [996, 551, 1036, 552]
article-headline: WELLINGTON SESSIONS. [966, 909, 1066, 919]
article-headline: FROZEN MEAT FOR GERMANY. [481, 62, 606, 72]
article-headline: THE BALKAN DELEGATES. [962, 698, 1070, 708]
article-headline: FOOTBALL. [520, 305, 567, 315]
divider [996, 339, 1036, 340]
article-headline: A BANK MESSENGER ROBBED. [333, 381, 456, 391]
article-paragraph: M. Daneff, the Bulgarian representative, said that the guns must speak. The Turks would not have the old Turkey. Monday Midia and Rodosto would be a thing of the past. [937, 786, 1095, 822]
divider [675, 636, 715, 637]
divider [524, 375, 564, 376]
section-heading: THE BALKANS. [937, 36, 1095, 51]
article-paragraph: (Received 9.25 a.m.) Sydney, February 3. It has been definitely decided to accept Barry's time in the hundred yards handicap at Manly when he won his heat in 56 3-5 sec., beating Longworth's Australian record by one-fifth of a second. [475, 240, 612, 293]
article-paragraph: SECOND ROUND. [174, 504, 233, 514]
article-paragraph: Mr H. C. Hewlett has been appointed head teacher at Manaia. [15, 102, 154, 121]
article-headline: GREEK AND BULGARIAN VIEWS. [950, 747, 1082, 757]
article-paragraph: (By Electric Telegraph.—Copyright.) (United Press Association.) [937, 73, 1095, 91]
divider [524, 224, 564, 225]
